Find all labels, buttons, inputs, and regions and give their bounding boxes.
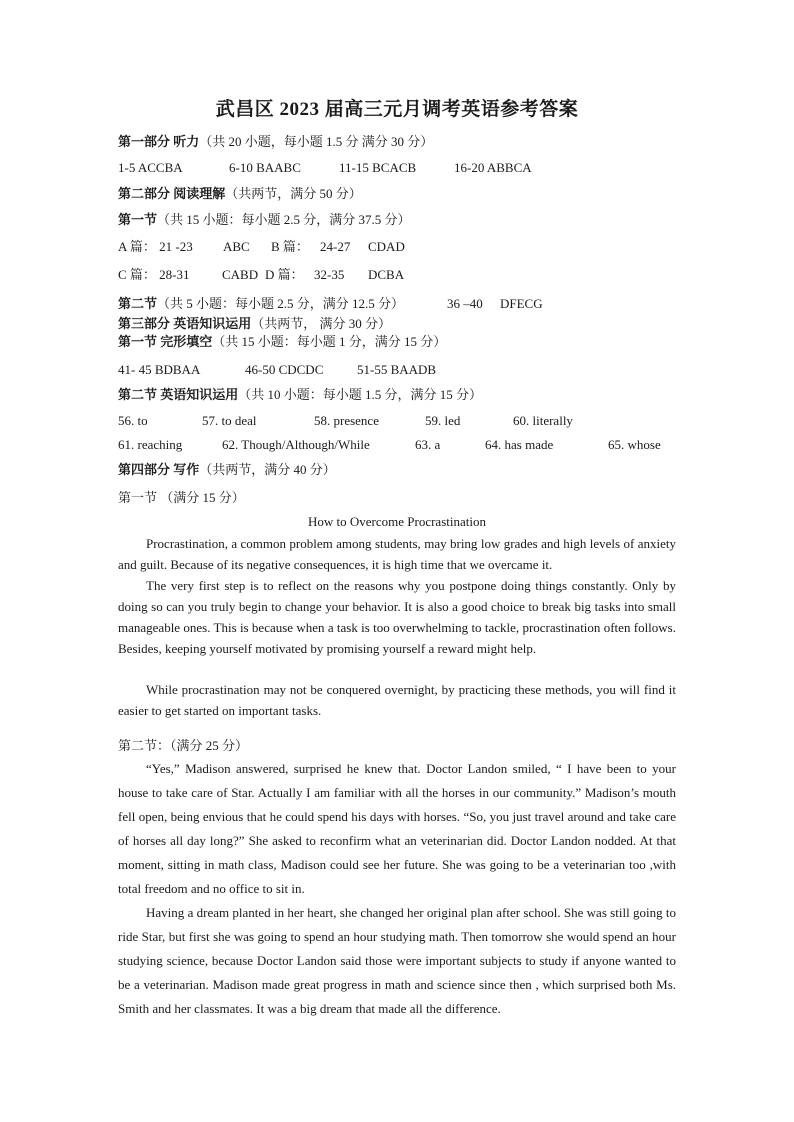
part4-sec1-heading: 第一节 （满分 15 分）	[118, 490, 245, 505]
part2-sec2-range: 36 –40	[447, 296, 483, 311]
passage-answer: DCBA	[368, 267, 405, 282]
answer-group: 41- 45 BDBAA	[118, 362, 201, 377]
passage-label: D 篇：	[265, 267, 304, 282]
passage-answer: CABD	[222, 267, 259, 282]
answer-item: 64. has made	[485, 437, 554, 452]
essay-paragraph: Procrastination, a common problem among students, may bring low grades and high levels of anxiety and guilt. Because of its negative consequences, it is high time that we overcame it.	[118, 536, 676, 572]
part4-sec2-heading: 第二节：（满分 25 分）	[118, 738, 249, 753]
part3-sec1-heading: 第一节 完形填空	[118, 334, 213, 349]
part3-sec2-note: （共 10 小题：每小题 1.5 分，满分 15 分）	[238, 387, 483, 402]
part2-sec1-note: （共 15 小题：每小题 2.5 分，满分 37.5 分）	[157, 212, 411, 227]
part2-sec2-heading: 第二节	[118, 296, 158, 311]
continuation-paragraph: Having a dream planted in her heart, she changed her original plan after school. She was still going to ride Star, but first she was going to spend an hour studying math. Then tomorrow she would spend an hour studying science, because Doctor Landon said those were important subjects to study if anyone wanted to be a veterinarian. Madison made great progress in math and science since then , which surprised both Ms. Smith and her classmates. It was a big dream that made all the difference.	[118, 905, 676, 1016]
answer-item: 60. literally	[513, 413, 573, 428]
answer-group: 16-20 ABBCA	[454, 160, 532, 175]
answer-item: 61. reaching	[118, 437, 183, 452]
passage-range: 32-35	[314, 267, 345, 282]
part1-note: （共 20 小题，每小题 1.5 分 满分 30 分）	[199, 134, 434, 149]
part2-heading-line	[118, 185, 362, 203]
passage-range: C 篇： 28-31	[118, 267, 190, 282]
part1-heading: 第一部分 听力	[118, 134, 200, 149]
part2-sec2-note: （共 5 小题：每小题 2.5 分，满分 12.5 分）	[157, 296, 405, 311]
cloze-answers	[118, 361, 458, 379]
part2-sec1-heading: 第一节	[118, 212, 158, 227]
part4-heading: 第四部分 写作	[118, 462, 200, 477]
answer-item: 63. a	[415, 437, 441, 452]
page-title: 武昌区 2023 届高三元月调考英语参考答案	[215, 99, 579, 120]
answer-group: 46-50 CDCDC	[245, 362, 324, 377]
part2-note: （共两节，满分 50 分）	[225, 186, 362, 201]
part2-heading: 第二部分 阅读理解	[118, 186, 226, 201]
answer-item: 57. to deal	[202, 413, 257, 428]
answer-item: 56. to	[118, 413, 148, 428]
answer-item: 59. led	[425, 413, 461, 428]
part2-sec2-line	[118, 295, 404, 313]
part2-sec1-heading-line	[118, 211, 411, 229]
passage-range: 24-27	[320, 239, 351, 254]
part4-note: （共两节，满分 40 分）	[199, 462, 336, 477]
grammar-answers-row-2	[118, 436, 678, 454]
answer-group: 1-5 ACCBA	[118, 160, 183, 175]
answer-item: 62. Though/Although/While	[222, 437, 370, 452]
part3-heading-line	[118, 315, 391, 333]
essay-paragraph: The very first step is to reflect on the reasons why you postpone doing things constantly. Only by doing so can you truly begin to change your behavior. It is also a good choice to break big tasks into small manageable ones. This is because when a task is too overwhelming to tackle, procrastination often follows. Besides, keeping yourself motivated by promising yourself a reward might help.	[118, 578, 676, 656]
passage-answer: ABC	[223, 239, 250, 254]
essay-title: How to Overcome Procrastination	[308, 514, 486, 529]
answer-item: 58. presence	[314, 413, 379, 428]
grammar-answers-row-1	[118, 412, 678, 430]
continuation-paragraph: “Yes,” Madison answered, surprised he knew that. Doctor Landon smiled, “ I have been to your house to take care of Star. Actually I am familiar with all the horses in our community.” Madison’s mouth fell open, being envious that he could spend his days with horses. “So, you just travel around and take care of horses all day long?” She asked to reconfirm what an veterinarian did. Doctor Landon nodded. At that moment, sitting in math class, Madison could see her future. She was going to be a veterinarian too ,with total freedom and no office to sit in.	[118, 761, 676, 896]
part3-sec2-heading: 第二节 英语知识运用	[118, 387, 239, 402]
part1-heading-line	[118, 133, 433, 151]
answer-group: 6-10 BAABC	[229, 160, 301, 175]
part1-answers	[118, 159, 678, 177]
answer-item: 65. whose	[608, 437, 661, 452]
answer-group: 11-15 BCACB	[339, 160, 417, 175]
reading-answers-row-2	[118, 266, 438, 284]
answer-group: 51-55 BAADB	[357, 362, 437, 377]
part3-sec1-heading-line	[118, 333, 446, 351]
part3-sec2-heading-line	[118, 386, 482, 404]
passage-answer: CDAD	[368, 239, 405, 254]
part3-note: （共两节， 满分 30 分）	[251, 316, 392, 331]
reading-answers-row-1	[118, 238, 438, 256]
essay-paragraph: While procrastination may not be conquered overnight, by practicing these methods, you will find it easier to get started on important tasks.	[118, 682, 676, 718]
part3-heading: 第三部分 英语知识运用	[118, 316, 252, 331]
part3-sec1-note: （共 15 小题：每小题 1 分，满分 15 分）	[212, 334, 447, 349]
part2-sec2-answer: DFECG	[500, 296, 543, 311]
part4-heading-line	[118, 461, 336, 479]
passage-label: B 篇：	[271, 239, 309, 254]
passage-range: A 篇： 21 -23	[118, 239, 193, 254]
